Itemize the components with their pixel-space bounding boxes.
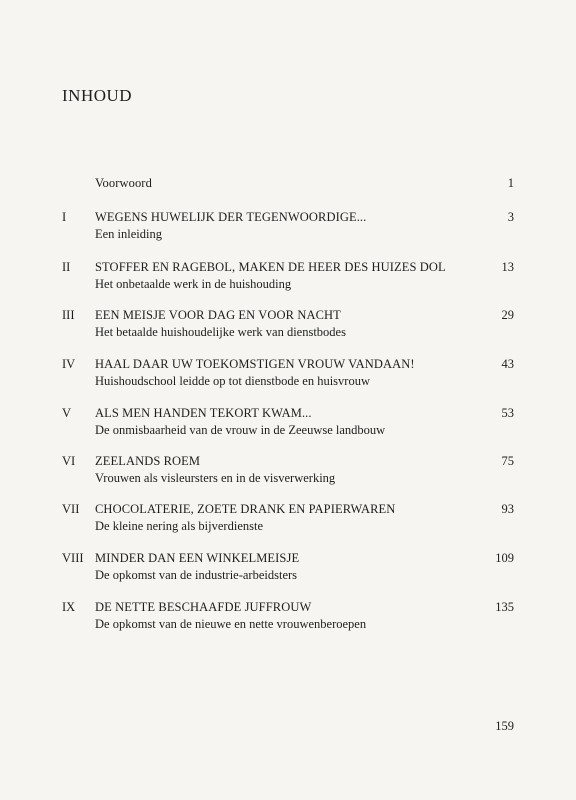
chapter-numeral: II [62, 260, 71, 274]
chapter-subtitle: De opkomst van de nieuwe en nette vrouwenberoepen [95, 617, 367, 631]
chapter-subtitle: De opkomst van de industrie-arbeidsters [95, 568, 298, 582]
folio-page-number: 159 [495, 719, 514, 733]
chapter-numeral: V [62, 406, 72, 420]
chapter-numeral: VIII [62, 551, 84, 565]
page-number: 3 [507, 210, 514, 224]
chapter-title: ZEELANDS ROEM [95, 454, 201, 468]
chapter-numeral: I [62, 210, 67, 224]
chapter-title: MINDER DAN EEN WINKELMEISJE [95, 551, 300, 565]
chapter-numeral: IV [62, 357, 76, 371]
chapter-subtitle: Huishoudschool leidde op tot dienstbode en huisvrouw [95, 374, 370, 388]
chapter-subtitle: Een inleiding [95, 227, 162, 241]
page-number: 135 [495, 600, 514, 614]
chapter-subtitle: Vrouwen als visleursters en in de visverwerking [95, 471, 336, 485]
chapter-title: STOFFER EN RAGEBOL, MAKEN DE HEER DES HUIZES DOL [95, 260, 446, 274]
page-number: 1 [507, 176, 514, 190]
page-title: INHOUD [62, 86, 133, 105]
chapter-title: Voorwoord [95, 176, 152, 190]
page-number: 109 [495, 551, 514, 565]
page-number: 75 [501, 454, 514, 468]
chapter-numeral: VII [62, 502, 80, 516]
chapter-subtitle: De kleine nering als bijverdienste [95, 519, 263, 533]
chapter-subtitle: De onmisbaarheid van de vrouw in de Zeeuwse landbouw [95, 423, 386, 437]
chapter-title: CHOCOLATERIE, ZOETE DRANK EN PAPIERWAREN [95, 502, 396, 516]
chapter-subtitle: Het onbetaalde werk in de huishouding [95, 277, 292, 291]
chapter-title: DE NETTE BESCHAAFDE JUFFROUW [95, 600, 312, 614]
chapter-numeral: III [62, 308, 75, 322]
page-number: 93 [501, 502, 514, 516]
chapter-title: EEN MEISJE VOOR DAG EN VOOR NACHT [95, 308, 341, 322]
chapter-title: HAAL DAAR UW TOEKOMSTIGEN VROUW VANDAAN! [95, 357, 415, 371]
chapter-numeral: VI [62, 454, 76, 468]
chapter-subtitle: Het betaalde huishoudelijke werk van dienstbodes [95, 325, 346, 339]
chapter-title: WEGENS HUWELIJK DER TEGENWOORDIGE... [95, 210, 367, 224]
page-number: 13 [501, 260, 514, 274]
page-number: 43 [501, 357, 514, 371]
page-number: 53 [501, 406, 514, 420]
chapter-numeral: IX [62, 600, 76, 614]
chapter-title: ALS MEN HANDEN TEKORT KWAM... [95, 406, 312, 420]
page-number: 29 [501, 308, 514, 322]
